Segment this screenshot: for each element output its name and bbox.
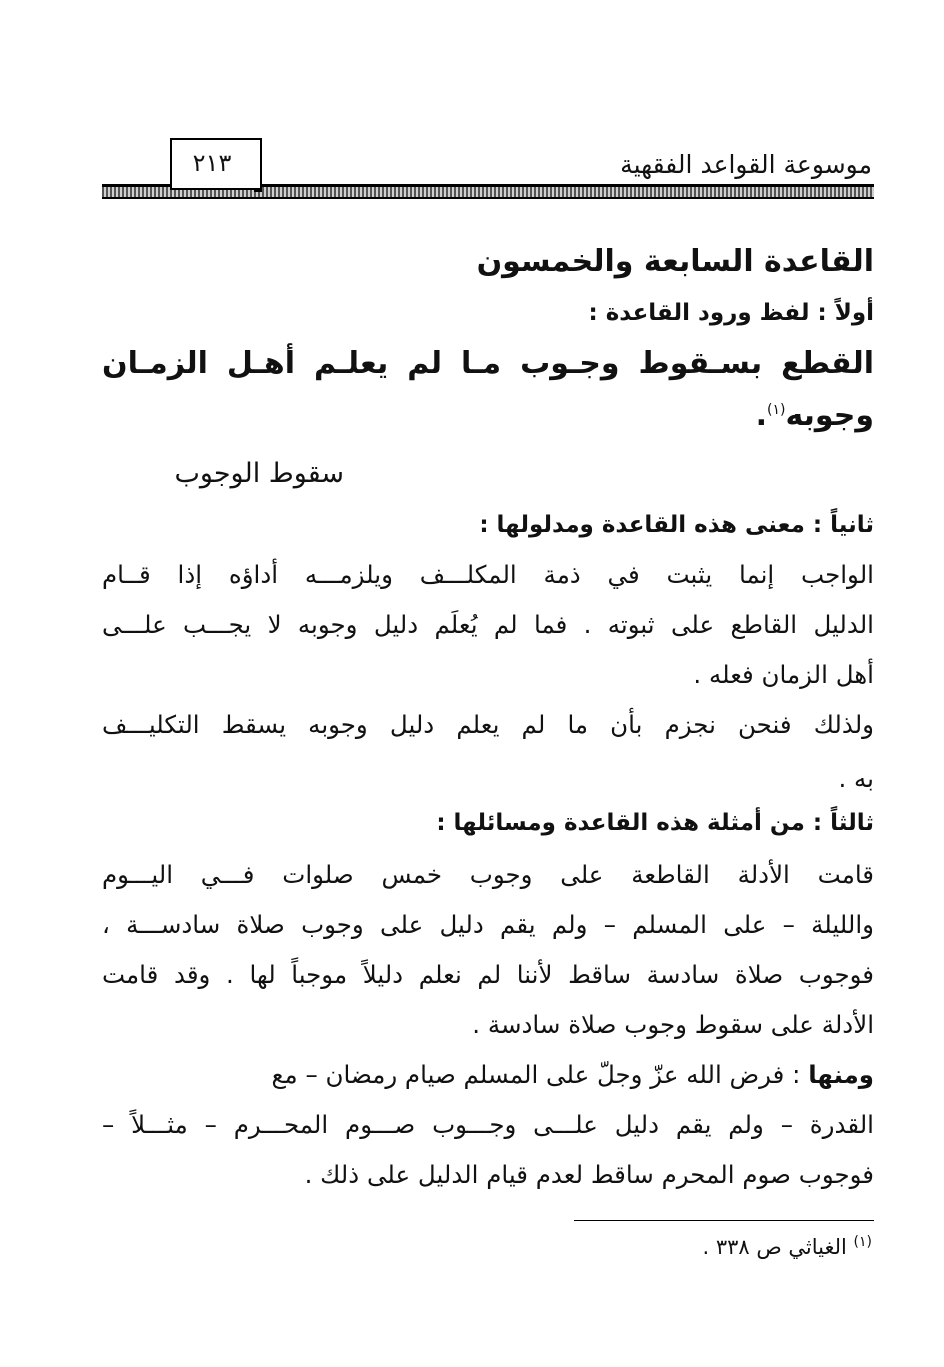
running-header-title: موسوعة القواعد الفقهية — [620, 150, 872, 179]
rule-statement-line: القطع بسـقوط وجـوب مـا لم يعلـم أهـل الزمـان — [102, 346, 874, 381]
paragraph-line: الدليل القاطع على ثبوته . فما لم يُعلَم دليل وجوبه لا يجـــب علـــى — [102, 610, 874, 639]
footnote — [702, 1234, 872, 1259]
rule-short-name: سقوط الوجوب — [174, 458, 344, 489]
section-heading-wording: أولاً : لفظ ورود القاعدة : — [588, 300, 874, 326]
rule-title: القاعدة السابعة والخمسون — [476, 244, 874, 279]
paragraph-line: قامت الأدلة القاطعة على وجوب خمس صلوات فـــي اليـــوم — [102, 860, 874, 889]
example-text: : فرض الله عزّ وجلّ على المسلم صيام رمضان – مع — [271, 1060, 809, 1089]
paragraph-line: فوجوب صلاة سادسة ساقط لأننا لم نعلم دليلاً موجباً لها . وقد قامت — [102, 960, 874, 989]
paragraph-line — [102, 1060, 874, 1089]
section-heading-examples: ثالثاً : من أمثلة هذه القاعدة ومسائلها : — [436, 810, 874, 836]
paragraph-line: ولذلك فنحن نجزم بأن ما لم يعلم دليل وجوبه يسقط التكليـــف — [102, 710, 874, 739]
paragraph-line: أهل الزمان فعله . — [693, 660, 874, 689]
paragraph-line: والليلة – على المسلم – ولم يقم دليل على وجوب صلاة سادســـة ، — [102, 910, 874, 939]
rule-statement-end: . — [755, 398, 767, 433]
section-heading-meaning: ثانياً : معنى هذه القاعدة ومدلولها : — [479, 512, 874, 538]
footnote-reference: (١) — [766, 402, 786, 418]
example-lead-word: ومنها — [808, 1060, 874, 1089]
footnote-separator — [574, 1220, 874, 1221]
paragraph-line: فوجوب صوم المحرم ساقط لعدم قيام الدليل على ذلك . — [304, 1160, 874, 1189]
paragraph-line: الواجب إنما يثبت في ذمة المكلـــف ويلزمـــه أداؤه إذا قــام — [102, 560, 874, 589]
paragraph-line: به . — [838, 764, 874, 793]
footnote-text: الغياثي ص ٣٣٨ . — [702, 1235, 847, 1259]
rule-statement-line — [102, 398, 874, 434]
paragraph-line: الأدلة على سقوط وجوب صلاة سادسة . — [472, 1010, 874, 1039]
paragraph-line: القدرة – ولم يقم دليل علـــى وجـــوب صـــوم المحـــرم – مثـــلاً – — [102, 1110, 874, 1139]
rule-statement-text: وجوبه — [785, 398, 874, 433]
page-number: ٢١٣ — [192, 149, 232, 177]
footnote-marker: (١) — [853, 1234, 872, 1250]
